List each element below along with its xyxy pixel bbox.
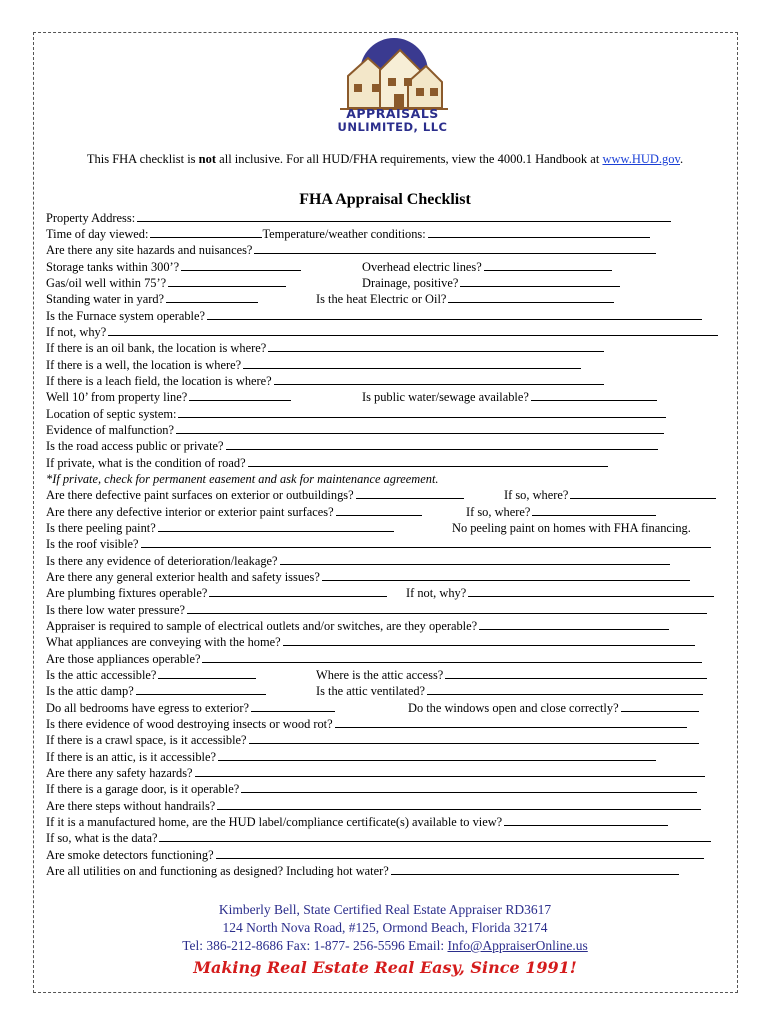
smoke-detectors-field[interactable]	[216, 847, 704, 859]
row-paint-ext: Are there defective paint surfaces on exterior or outbuildings? If so, where?	[46, 487, 746, 503]
row-attic-access: Is the attic accessible? Where is the attic access?	[46, 667, 746, 683]
row-plumbing: Are plumbing fixtures operable? If not, why?	[46, 585, 746, 601]
row-utilities: Are all utilities on and functioning as designed? Including hot water?	[46, 863, 679, 879]
deterioration-field[interactable]	[280, 553, 670, 565]
paint-ext-where-field[interactable]	[570, 487, 716, 499]
furnace-field[interactable]	[207, 308, 702, 320]
heat-type-field[interactable]	[448, 291, 614, 303]
road-condition-field[interactable]	[248, 455, 608, 467]
septic-field[interactable]	[178, 406, 666, 418]
manufactured-field[interactable]	[504, 814, 668, 826]
storage-tanks-field[interactable]	[181, 259, 301, 271]
footer-slogan: Making Real Estate Real Easy, Since 1991!	[193, 958, 577, 977]
row-leach-field: If there is a leach field, the location is where?	[46, 373, 604, 389]
paint-ext-field[interactable]	[356, 487, 464, 499]
peeling-paint-field[interactable]	[158, 520, 394, 532]
plumbing-field[interactable]	[209, 585, 387, 597]
temperature-field[interactable]	[428, 226, 650, 238]
hud-link[interactable]: www.HUD.gov	[602, 152, 680, 166]
row-road-access: Is the road access public or private?	[46, 438, 658, 454]
row-attic-damp: Is the attic damp? Is the attic ventilated?	[46, 683, 746, 699]
row-safety-hazards: Are there any safety hazards?	[46, 765, 705, 781]
row-property-address: Property Address:	[46, 210, 671, 226]
row-storage: Storage tanks within 300’? Overhead electric lines?	[46, 259, 746, 275]
row-attic-is-accessible: If there is an attic, is it accessible?	[46, 749, 656, 765]
paint-int-where-field[interactable]	[532, 504, 656, 516]
row-oil-bank: If there is an oil bank, the location is where?	[46, 340, 604, 356]
overhead-electric-field[interactable]	[484, 259, 612, 271]
leach-field-field[interactable]	[274, 373, 604, 385]
row-smoke: Are smoke detectors functioning?	[46, 847, 704, 863]
page-title: FHA Appraisal Checklist	[299, 191, 471, 208]
crawl-space-field[interactable]	[249, 732, 699, 744]
row-appliances: What appliances are conveying with the home?	[46, 634, 695, 650]
standing-water-field[interactable]	[166, 291, 258, 303]
plumbing-why-field[interactable]	[468, 585, 714, 597]
footer-name: Kimberly Bell, State Certified Real Estate Appraiser RD3617	[218, 902, 552, 917]
gas-oil-well-field[interactable]	[168, 275, 286, 287]
row-septic: Location of septic system:	[46, 406, 666, 422]
row-egress: Do all bedrooms have egress to exterior? Do the windows open and close correctly?	[46, 700, 746, 716]
row-outlets: Appraiser is required to sample of electrical outlets and/or switches, are they operable?	[46, 618, 669, 634]
property-address-field[interactable]	[137, 210, 671, 222]
logo-line1: APPRAISALS	[346, 106, 439, 121]
drainage-field[interactable]	[460, 275, 620, 287]
data-field[interactable]	[159, 830, 711, 842]
windows-field[interactable]	[621, 700, 699, 712]
attic-ventilated-field[interactable]	[427, 683, 703, 695]
well-10ft-field[interactable]	[189, 389, 291, 401]
utilities-field[interactable]	[391, 863, 679, 875]
water-pressure-field[interactable]	[187, 602, 707, 614]
row-standing-water: Standing water in yard? Is the heat Electric or Oil?	[46, 291, 746, 307]
row-handrails: Are there steps without handrails?	[46, 798, 701, 814]
row-road-condition: If private, what is the condition of road?	[46, 455, 608, 471]
appliances-field[interactable]	[283, 634, 695, 646]
private-note: *If private, check for permanent easement and ask for maintenance agreement.	[46, 472, 439, 486]
footer-contact: Tel: 386-212-8686 Fax: 1-877- 256-5596 Email: Info@AppraiserOnline.us	[182, 938, 588, 953]
intro-text: This FHA checklist is not all inclusive. For all HUD/FHA requirements, view the 4000.1 Handbook at www.HUD.gov.	[86, 152, 684, 166]
site-hazards-field[interactable]	[254, 242, 656, 254]
attic-access-where-field[interactable]	[445, 667, 707, 679]
oil-bank-field[interactable]	[268, 340, 604, 352]
row-deterioration: Is there any evidence of deterioration/leakage?	[46, 553, 670, 569]
handrails-field[interactable]	[217, 798, 701, 810]
row-time: Time of day viewed: Temperature/weather conditions:	[46, 226, 650, 242]
outlets-field[interactable]	[479, 618, 669, 630]
row-furnace: Is the Furnace system operable?	[46, 308, 702, 324]
row-paint-int: Are there any defective interior or exterior paint surfaces? If so, where?	[46, 504, 746, 520]
garage-door-field[interactable]	[241, 781, 697, 793]
time-field[interactable]	[150, 226, 262, 238]
row-peeling: Is there peeling paint? No peeling paint on homes with FHA financing.	[46, 521, 691, 535]
row-if-not-why: If not, why?	[46, 324, 718, 340]
footer-address: 124 North Nova Road, #125, Ormond Beach, Florida 32174	[222, 920, 548, 935]
malfunction-field[interactable]	[176, 422, 664, 434]
row-wood-insects: Is there evidence of wood destroying insects or wood rot?	[46, 716, 687, 732]
row-appliances-operable: Are those appliances operable?	[46, 651, 702, 667]
appliances-operable-field[interactable]	[202, 651, 702, 663]
road-access-field[interactable]	[226, 438, 658, 450]
row-data: If so, what is the data?	[46, 830, 711, 846]
row-roof: Is the roof visible?	[46, 536, 711, 552]
row-pressure: Is there low water pressure?	[46, 602, 707, 618]
attic-accessible-field[interactable]	[158, 667, 256, 679]
if-not-why-field[interactable]	[108, 324, 718, 336]
row-well-10: Well 10’ from property line? Is public water/sewage available?	[46, 389, 746, 405]
public-water-field[interactable]	[531, 389, 657, 401]
row-crawl-space: If there is a crawl space, is it accessible?	[46, 732, 699, 748]
logo-line2: UNLIMITED, LLC	[337, 120, 448, 134]
row-garage-door: If there is a garage door, is it operable?	[46, 781, 697, 797]
well-location-field[interactable]	[243, 357, 581, 369]
row-gas: Gas/oil well within 75’? Drainage, positive?	[46, 275, 746, 291]
egress-field[interactable]	[251, 700, 335, 712]
row-manufactured: If it is a manufactured home, are the HUD label/compliance certificate(s) available to view?	[46, 814, 668, 830]
wood-insects-field[interactable]	[335, 716, 687, 728]
row-malfunction: Evidence of malfunction?	[46, 422, 664, 438]
row-health: Are there any general exterior health and safety issues?	[46, 569, 690, 585]
row-site-hazards: Are there any site hazards and nuisances?	[46, 242, 656, 258]
health-safety-field[interactable]	[322, 569, 690, 581]
row-well-location: If there is a well, the location is where?	[46, 357, 581, 373]
paint-int-field[interactable]	[336, 504, 422, 516]
safety-hazards-field[interactable]	[195, 765, 705, 777]
attic-is-accessible-field[interactable]	[218, 749, 656, 761]
roof-field[interactable]	[141, 536, 711, 548]
attic-damp-field[interactable]	[136, 683, 266, 695]
email-link[interactable]: Info@AppraiserOnline.us	[447, 938, 588, 953]
